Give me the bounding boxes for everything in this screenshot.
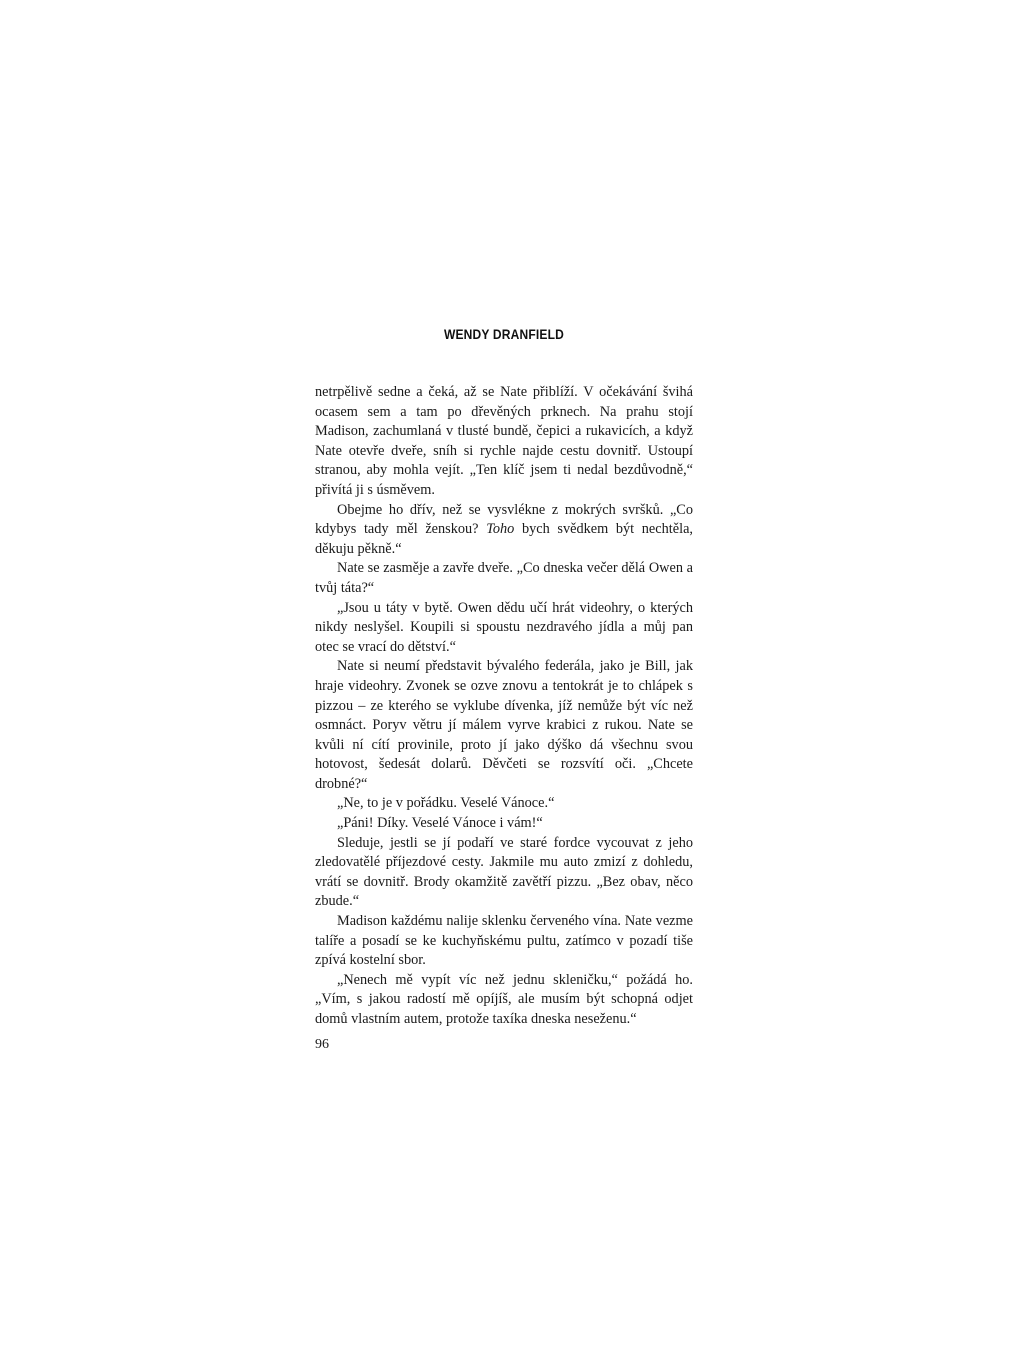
running-head: WENDY DRANFIELD bbox=[443, 326, 565, 342]
paragraph: „Nenech mě vypít víc než jednu skleničku,“ požádá ho. „Vím, s jakou radostí mě opíjíš, ale musím být schopná odjet domů vlastním autem, protože taxíka dneska neseženu.“ bbox=[315, 971, 693, 1027]
paragraph-text: Obejme ho dřív, než se vysvlékne z mokrých svršků. „Co kdybys tady měl ženskou? bbox=[315, 501, 693, 538]
emphasis-text: Toho bbox=[486, 521, 515, 538]
paragraph: „Jsou u táty v bytě. Owen dědu učí hrát videohry, o kterých nikdy neslyšel. Koupili si spoustu nezdravého jídla a můj pan otec se vrací do dětství.“ bbox=[315, 599, 693, 655]
paragraph: Sleduje, jestli se jí podaří ve staré fordce vycouvat z jeho zledovatělé příjezdové cesty. Jakmile mu auto zmizí z dohledu, vrátí se dovnitř. Brody okamžitě zavětří pizzu. „Bez obav, něco zbude.“ bbox=[315, 834, 693, 910]
paragraph: „Páni! Díky. Veselé Vánoce i vám!“ bbox=[337, 815, 543, 832]
paragraph-text: bych svědkem být nechtěla, děkuju pěkně.“ bbox=[315, 521, 693, 557]
page-number: 96 bbox=[315, 1037, 329, 1052]
body-text bbox=[315, 383, 693, 1030]
paragraph: Nate se zasměje a zavře dveře. „Co dneska večer dělá Owen a tvůj táta?“ bbox=[315, 560, 693, 596]
paragraph: Madison každému nalije sklenku červeného vína. Nate vezme talíře a posadí se ke kuchyňskému pultu, zatímco v pozadí tiše zpívá kostelní sbor. bbox=[315, 913, 693, 969]
paragraph bbox=[315, 501, 693, 560]
paragraph: Nate si neumí představit bývalého federála, jako je Bill, jak hraje videohry. Zvonek se ozve znovu a tentokrát je to chlápek s pizzou – ze kterého se vyklube dívenka, jíž nemůže být víc než osmnáct. Poryv větru jí málem vyrve krabici z rukou. Nate se kvůli ní cítí provinile, proto jí jako dýško dá všechnu svou hotovost, šedesát dolarů. Děvčeti se rozsvítí oči. „Chcete drobné?“ bbox=[315, 658, 693, 792]
paragraph: „Ne, to je v pořádku. Veselé Vánoce.“ bbox=[337, 795, 555, 812]
paragraph: netrpělivě sedne a čeká, až se Nate přiblíží. V očekávání švihá ocasem sem a tam po dřevěných prknech. Na prahu stojí Madison, zachumlaná v tlusté bundě, čepici a rukavicích, a když Nate otevře dveře, sníh si rychle najde cestu dovnitř. Ustoupí stranou, aby mohla vejít. „Ten klíč jsem ti nedal bezdůvodně,“ přivítá ji s úsměvem. bbox=[315, 384, 693, 498]
